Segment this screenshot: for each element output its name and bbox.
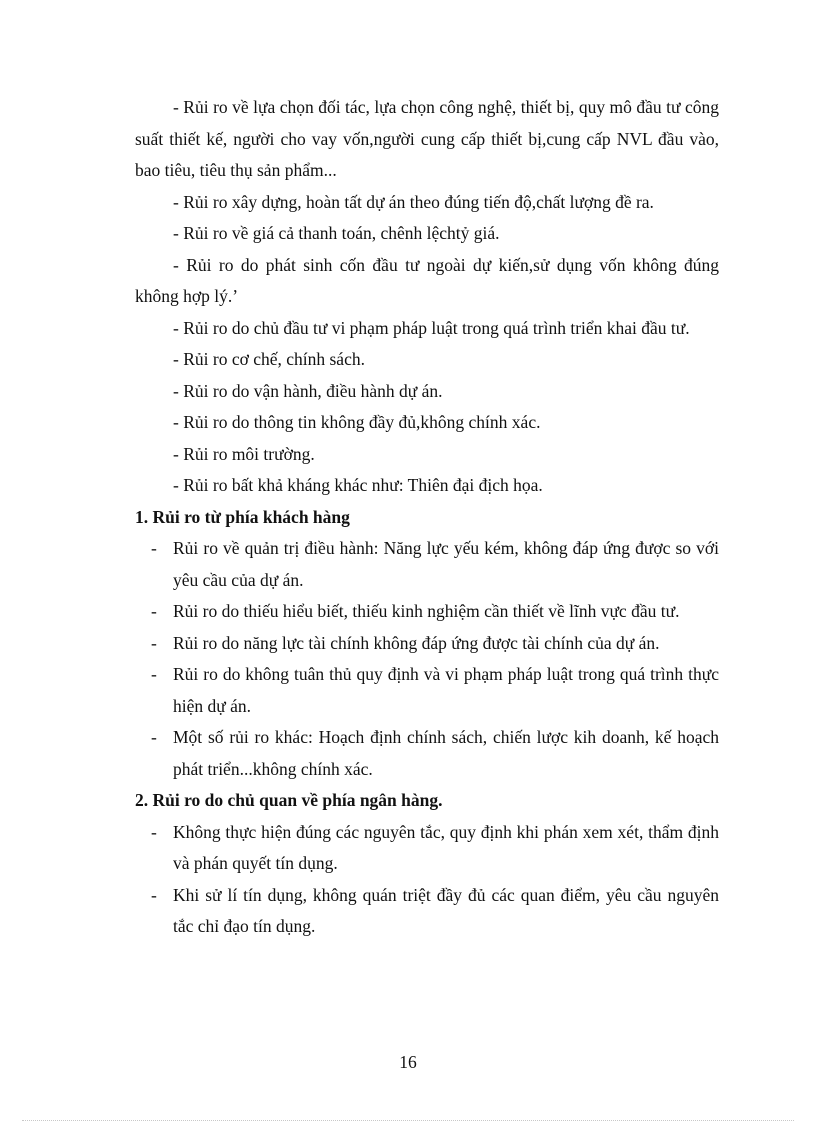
list-item <box>135 628 719 660</box>
section-heading-bank-risk: 2. Rủi ro do chủ quan về phía ngân hàng. <box>135 790 443 810</box>
paragraph-risk-partner-selection: - Rủi ro về lựa chọn đối tác, lựa chọn công nghệ, thiết bị, quy mô đầu tư công suất thiết kế, người cho vay vốn,người cung cấp thiết bị,cung cấp NVL đầu vào, bao tiêu, tiêu thụ sản phẩm... <box>135 97 719 180</box>
list-item-text: Một số rủi ro khác: Hoạch định chính sách, chiến lược kih doanh, kế hoạch phát triển...không chính xác. <box>173 727 719 779</box>
list-item <box>135 722 719 785</box>
page-number: 16 <box>399 1052 417 1072</box>
paragraph-risk-construction: - Rủi ro xây dựng, hoàn tất dự án theo đúng tiến độ,chất lượng đề ra. <box>173 191 654 212</box>
list-item-text: Rủi ro về quản trị điều hành: Năng lực yếu kém, không đáp ứng được so với yêu cầu của dự án. <box>173 538 719 590</box>
list-item-text: Rủi ro do thiếu hiểu biết, thiếu kinh nghiệm cần thiết về lĩnh vực đầu tư. <box>173 601 680 621</box>
list-item-text: Rủi ro do năng lực tài chính không đáp ứng được tài chính của dự án. <box>173 632 660 653</box>
paragraph-risk-investor-violation: - Rủi ro do chủ đầu tư vi phạm pháp luật trong quá trình triển khai đầu tư. <box>173 317 690 338</box>
bank-risk-list <box>135 817 719 943</box>
customer-risk-list <box>135 533 719 785</box>
bullet-dash: - <box>151 601 157 621</box>
section-heading-customer-risk: 1. Rủi ro từ phía khách hàng <box>135 506 350 527</box>
paragraph-risk-environment: - Rủi ro môi trường. <box>173 443 315 464</box>
paragraph-risk-operation: - Rủi ro do vận hành, điều hành dự án. <box>173 380 443 401</box>
paragraph-risk-force-majeure: - Rủi ro bất khả kháng khác như: Thiên đại địch họa. <box>173 475 543 495</box>
page-content <box>135 92 719 943</box>
list-item <box>135 817 719 880</box>
list-item <box>135 596 719 628</box>
list-item <box>135 659 719 722</box>
paragraph-risk-extra-capital: - Rủi ro do phát sinh cốn đầu tư ngoài dự kiến,sử dụng vốn không đúng không hợp lý.’ <box>135 254 719 306</box>
list-item-text: Khi sử lí tín dụng, không quán triệt đầy đủ các quan điểm, yêu cầu nguyên tắc chỉ đạo tín dụng. <box>173 884 719 936</box>
bullet-dash: - <box>151 664 157 684</box>
list-item-text: Không thực hiện đúng các nguyên tắc, quy định khi phán xem xét, thẩm định và phán quyết tín dụng. <box>173 821 719 873</box>
list-item-text: Rủi ro do không tuân thủ quy định và vi phạm pháp luật trong quá trình thực hiện dự án. <box>173 664 719 716</box>
bullet-dash: - <box>151 821 157 842</box>
paragraph-risk-price-exchange: - Rủi ro về giá cả thanh toán, chênh lệchtỷ giá. <box>173 223 500 243</box>
list-item <box>135 880 719 943</box>
paragraph-risk-policy: - Rủi ro cơ chế, chính sách. <box>173 349 365 369</box>
page-bottom-border <box>22 1120 794 1121</box>
paragraph-risk-information: - Rủi ro do thông tin không đầy đủ,không chính xác. <box>173 412 541 432</box>
bullet-dash: - <box>151 884 157 905</box>
list-item <box>135 533 719 596</box>
bullet-dash: - <box>151 632 157 653</box>
bullet-dash: - <box>151 538 157 558</box>
bullet-dash: - <box>151 727 157 747</box>
